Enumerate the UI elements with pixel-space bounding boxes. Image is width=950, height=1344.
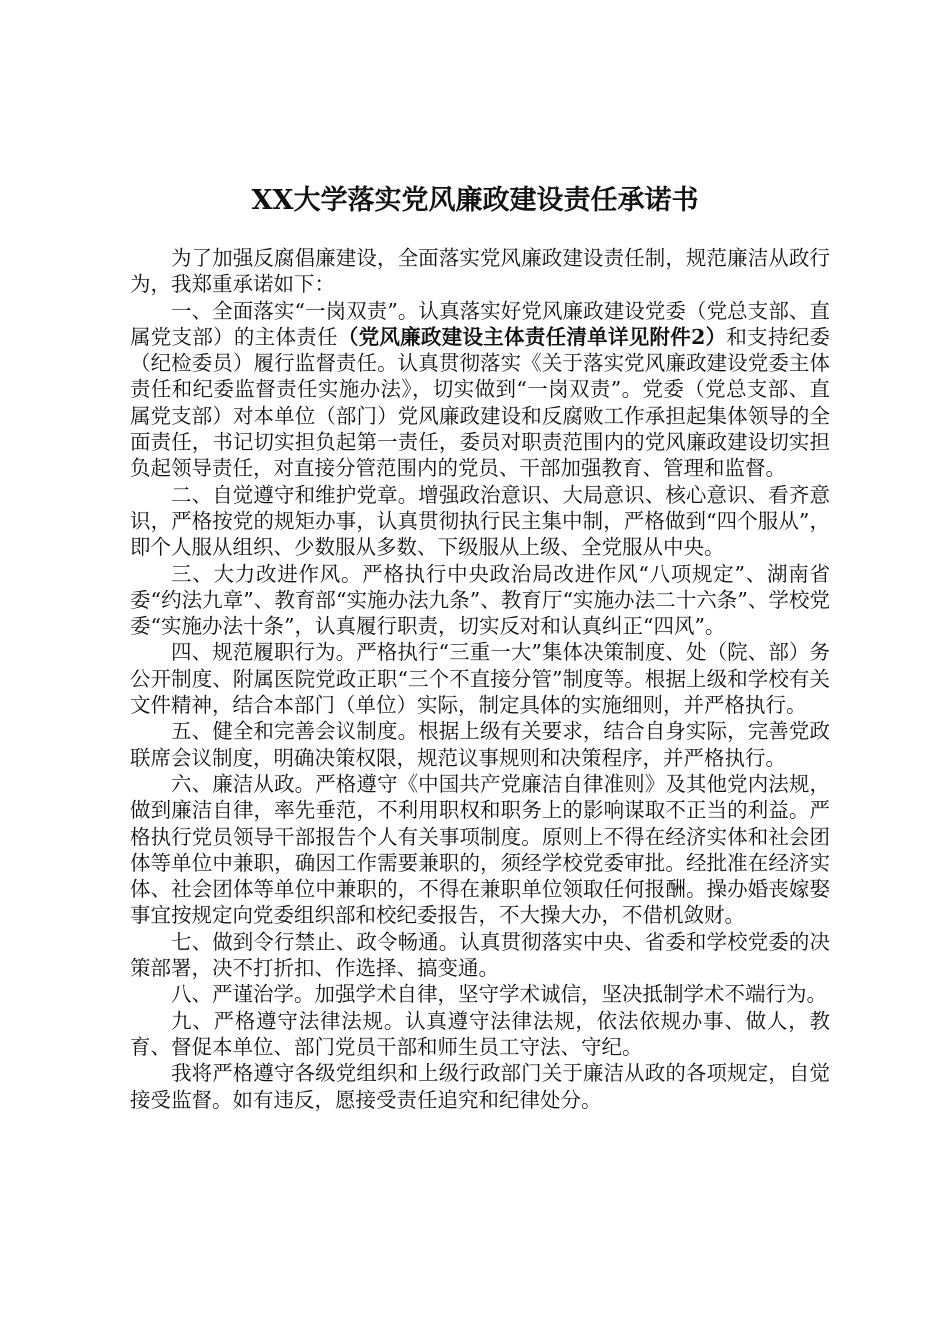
commitment-5-paragraph: 五、健全和完善会议制度。根据上级有关要求，结合自身实际，完善党政联席会议制度，明确决策权限，规范议事规则和决策程序，并严格执行。 bbox=[130, 719, 830, 770]
commitment-3-paragraph: 三、大力改进作风。严格执行中央政治局改进作风“八项规定”、湖南省委“约法九章”、教育部“实施办法九条”、教育厅“实施办法二十六条”、学校党委“实施办法十条”，认真履行职责，切实反对和认真纠正“四风”。 bbox=[130, 561, 830, 639]
commitment-9-paragraph: 九、严格遵守法律法规。认真遵守法律法规，依法依规办事、做人，教育、督促本单位、部门党员干部和师生员工守法、守纪。 bbox=[130, 1008, 830, 1059]
intro-paragraph: 为了加强反腐倡廉建设，全面落实党风廉政建设责任制，规范廉洁从政行为，我郑重承诺如下： bbox=[130, 246, 830, 297]
commitment-1-text-before: 一、全面落实“一岗双责”。认真落实好党风廉政建设党委（党总支部、直属党支部）的主体责任 bbox=[130, 298, 830, 349]
commitment-4-paragraph: 四、规范履职行为。严格执行“三重一大”集体决策制度、处（院、部）务公开制度、附属医院党政正职“三个不直接分管”制度等。根据上级和学校有关文件精神，结合本部门（单位）实际，制定具体的实施细则，并严格执行。 bbox=[130, 640, 830, 718]
commitment-6-paragraph: 六、廉洁从政。严格遵守《中国共产党廉洁自律准则》及其他党内法规，做到廉洁自律，率先垂范，不利用职权和职务上的影响谋取不正当的利益。严格执行党员领导干部报告个人有关事项制度。原则上不得在经济实体和社会团体等单位中兼职，确因工作需要兼职的，须经学校党委审批。经批准在经济实体、社会团体等单位中兼职的，不得在兼职单位领取任何报酬。操办婚丧嫁娶事宜按规定向党委组织部和校纪委报告，不大操大办，不借机敛财。 bbox=[130, 771, 830, 928]
commitment-2-paragraph: 二、自觉遵守和维护党章。增强政治意识、大局意识、核心意识、看齐意识，严格按党的规矩办事，认真贯彻执行民主集中制，严格做到“四个服从”，即个人服从组织、少数服从多数、下级服从上级、全党服从中央。 bbox=[130, 482, 830, 560]
closing-paragraph: 我将严格遵守各级党组织和上级行政部门关于廉洁从政的各项规定，自觉接受监督。如有违反，愿接受责任追究和纪律处分。 bbox=[130, 1061, 830, 1112]
commitment-1-text-after: 和支持纪委（纪检委员）履行监督责任。认真贯彻落实《关于落实党风廉政建设党委主体责任和纪委监督责任实施办法》，切实做到“一岗双责”。党委（党总支部、直属党支部）对本单位（部门）党风廉政建设和反腐败工作承担起集体领导的全面责任，书记切实担负起第一责任，委员对职责范围内的党风廉政建设切实担负起领导责任，对直接分管范围内的党员、干部加强教育、管理和监督。 bbox=[130, 324, 831, 481]
document-title: XX大学落实党风廉政建设责任承诺书 bbox=[251, 185, 699, 216]
commitment-1-bold-note: （党风廉政建设主体责任清单详见附件2） bbox=[337, 324, 727, 349]
commitment-8-paragraph: 八、严谨治学。加强学术自律，坚守学术诚信，坚决抵制学术不端行为。 bbox=[171, 982, 827, 1007]
commitment-7-paragraph: 七、做到令行禁止、政令畅通。认真贯彻落实中央、省委和学校党委的决策部署，决不打折扣、作选择、搞变通。 bbox=[130, 929, 830, 981]
document-body bbox=[130, 245, 830, 1113]
commitment-1-paragraph bbox=[130, 298, 830, 482]
